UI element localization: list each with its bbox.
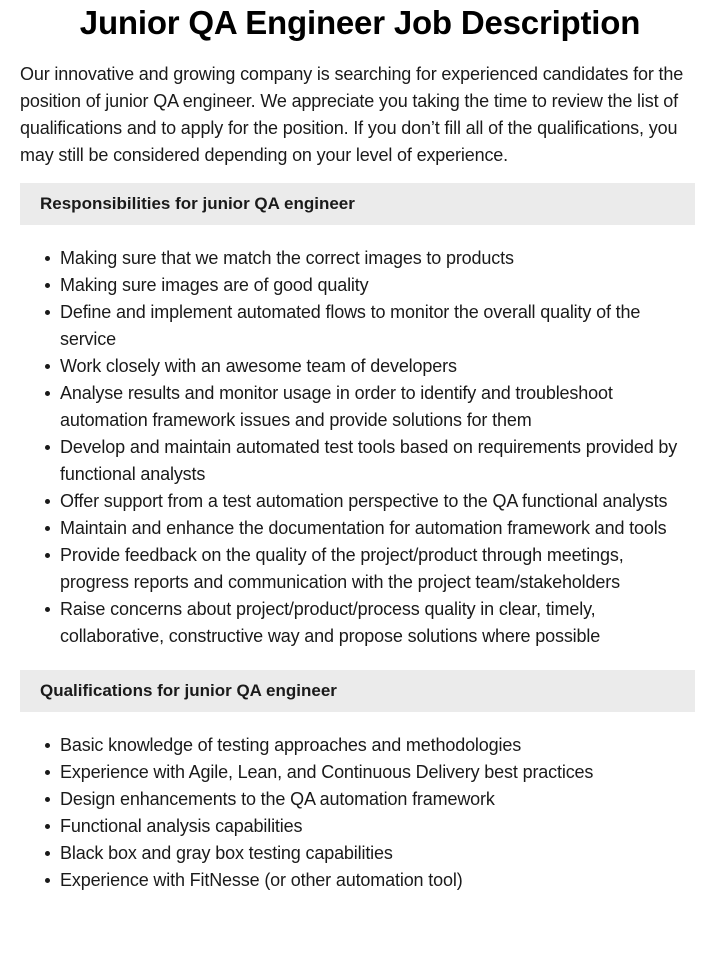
list-item-text: Design enhancements to the QA automation framework [60, 789, 495, 809]
bullet-icon [44, 759, 50, 786]
list-item [60, 840, 700, 867]
bullet-icon [44, 813, 50, 840]
bullet-icon [44, 542, 50, 569]
list-item [60, 759, 700, 786]
list-item-text: Provide feedback on the quality of the project/product through meetings, progress reports and communication with the project team/stakeholders [60, 545, 624, 592]
list-item [60, 732, 700, 759]
list-item [60, 245, 700, 272]
bullet-icon [44, 488, 50, 515]
page-title: Junior QA Engineer Job Description [79, 4, 641, 41]
bullet-icon [44, 515, 50, 542]
list-item [60, 813, 700, 840]
bullet-icon [44, 867, 50, 894]
list-item [60, 299, 700, 353]
list-item-text: Experience with Agile, Lean, and Continuous Delivery best practices [60, 762, 594, 782]
list-item [60, 488, 700, 515]
list-item [60, 596, 700, 650]
list-item [60, 380, 700, 434]
bullet-icon [44, 299, 50, 326]
list-item [60, 434, 700, 488]
list-item [60, 515, 700, 542]
bullet-icon [44, 732, 50, 759]
list-item-text: Develop and maintain automated test tools based on requirements provided by functional analysts [60, 437, 678, 484]
list-item-text: Analyse results and monitor usage in order to identify and troubleshoot automation framework issues and provide solutions for them [60, 383, 613, 430]
list-item [60, 272, 700, 299]
bullet-icon [44, 380, 50, 407]
list-item [60, 786, 700, 813]
list-item-text: Making sure images are of good quality [60, 275, 369, 295]
list-item-text: Maintain and enhance the documentation for automation framework and tools [60, 518, 667, 538]
bullet-icon [44, 245, 50, 272]
list-item [60, 542, 700, 596]
qualifications-heading: Qualifications for junior QA engineer [20, 670, 695, 712]
list-item-text: Experience with FitNesse (or other automation tool) [60, 870, 463, 890]
list-item-text: Basic knowledge of testing approaches and methodologies [60, 735, 522, 755]
list-item-text: Making sure that we match the correct images to products [60, 248, 514, 268]
bullet-icon [44, 353, 50, 380]
list-item [60, 353, 700, 380]
qualifications-list [20, 732, 700, 894]
bullet-icon [44, 786, 50, 813]
list-item-text: Functional analysis capabilities [60, 816, 303, 836]
list-item-text: Work closely with an awesome team of developers [60, 356, 457, 376]
responsibilities-list [20, 245, 700, 650]
bullet-icon [44, 596, 50, 623]
list-item-text: Black box and gray box testing capabilities [60, 843, 393, 863]
list-item [60, 867, 700, 894]
list-item-text: Offer support from a test automation perspective to the QA functional analysts [60, 491, 668, 511]
list-item-text: Define and implement automated flows to monitor the overall quality of the service [60, 302, 641, 349]
intro-paragraph: Our innovative and growing company is searching for experienced candidates for the position of junior QA engineer. We appreciate you taking the time to review the list of qualifications and to apply for the position. If you don’t fill all of the qualifications, you may still be considered depending on your level of experience. [20, 64, 684, 165]
bullet-icon [44, 434, 50, 461]
responsibilities-heading: Responsibilities for junior QA engineer [20, 183, 695, 225]
bullet-icon [44, 272, 50, 299]
bullet-icon [44, 840, 50, 867]
list-item-text: Raise concerns about project/product/process quality in clear, timely, collaborative, constructive way and propose solutions where possible [60, 599, 601, 646]
